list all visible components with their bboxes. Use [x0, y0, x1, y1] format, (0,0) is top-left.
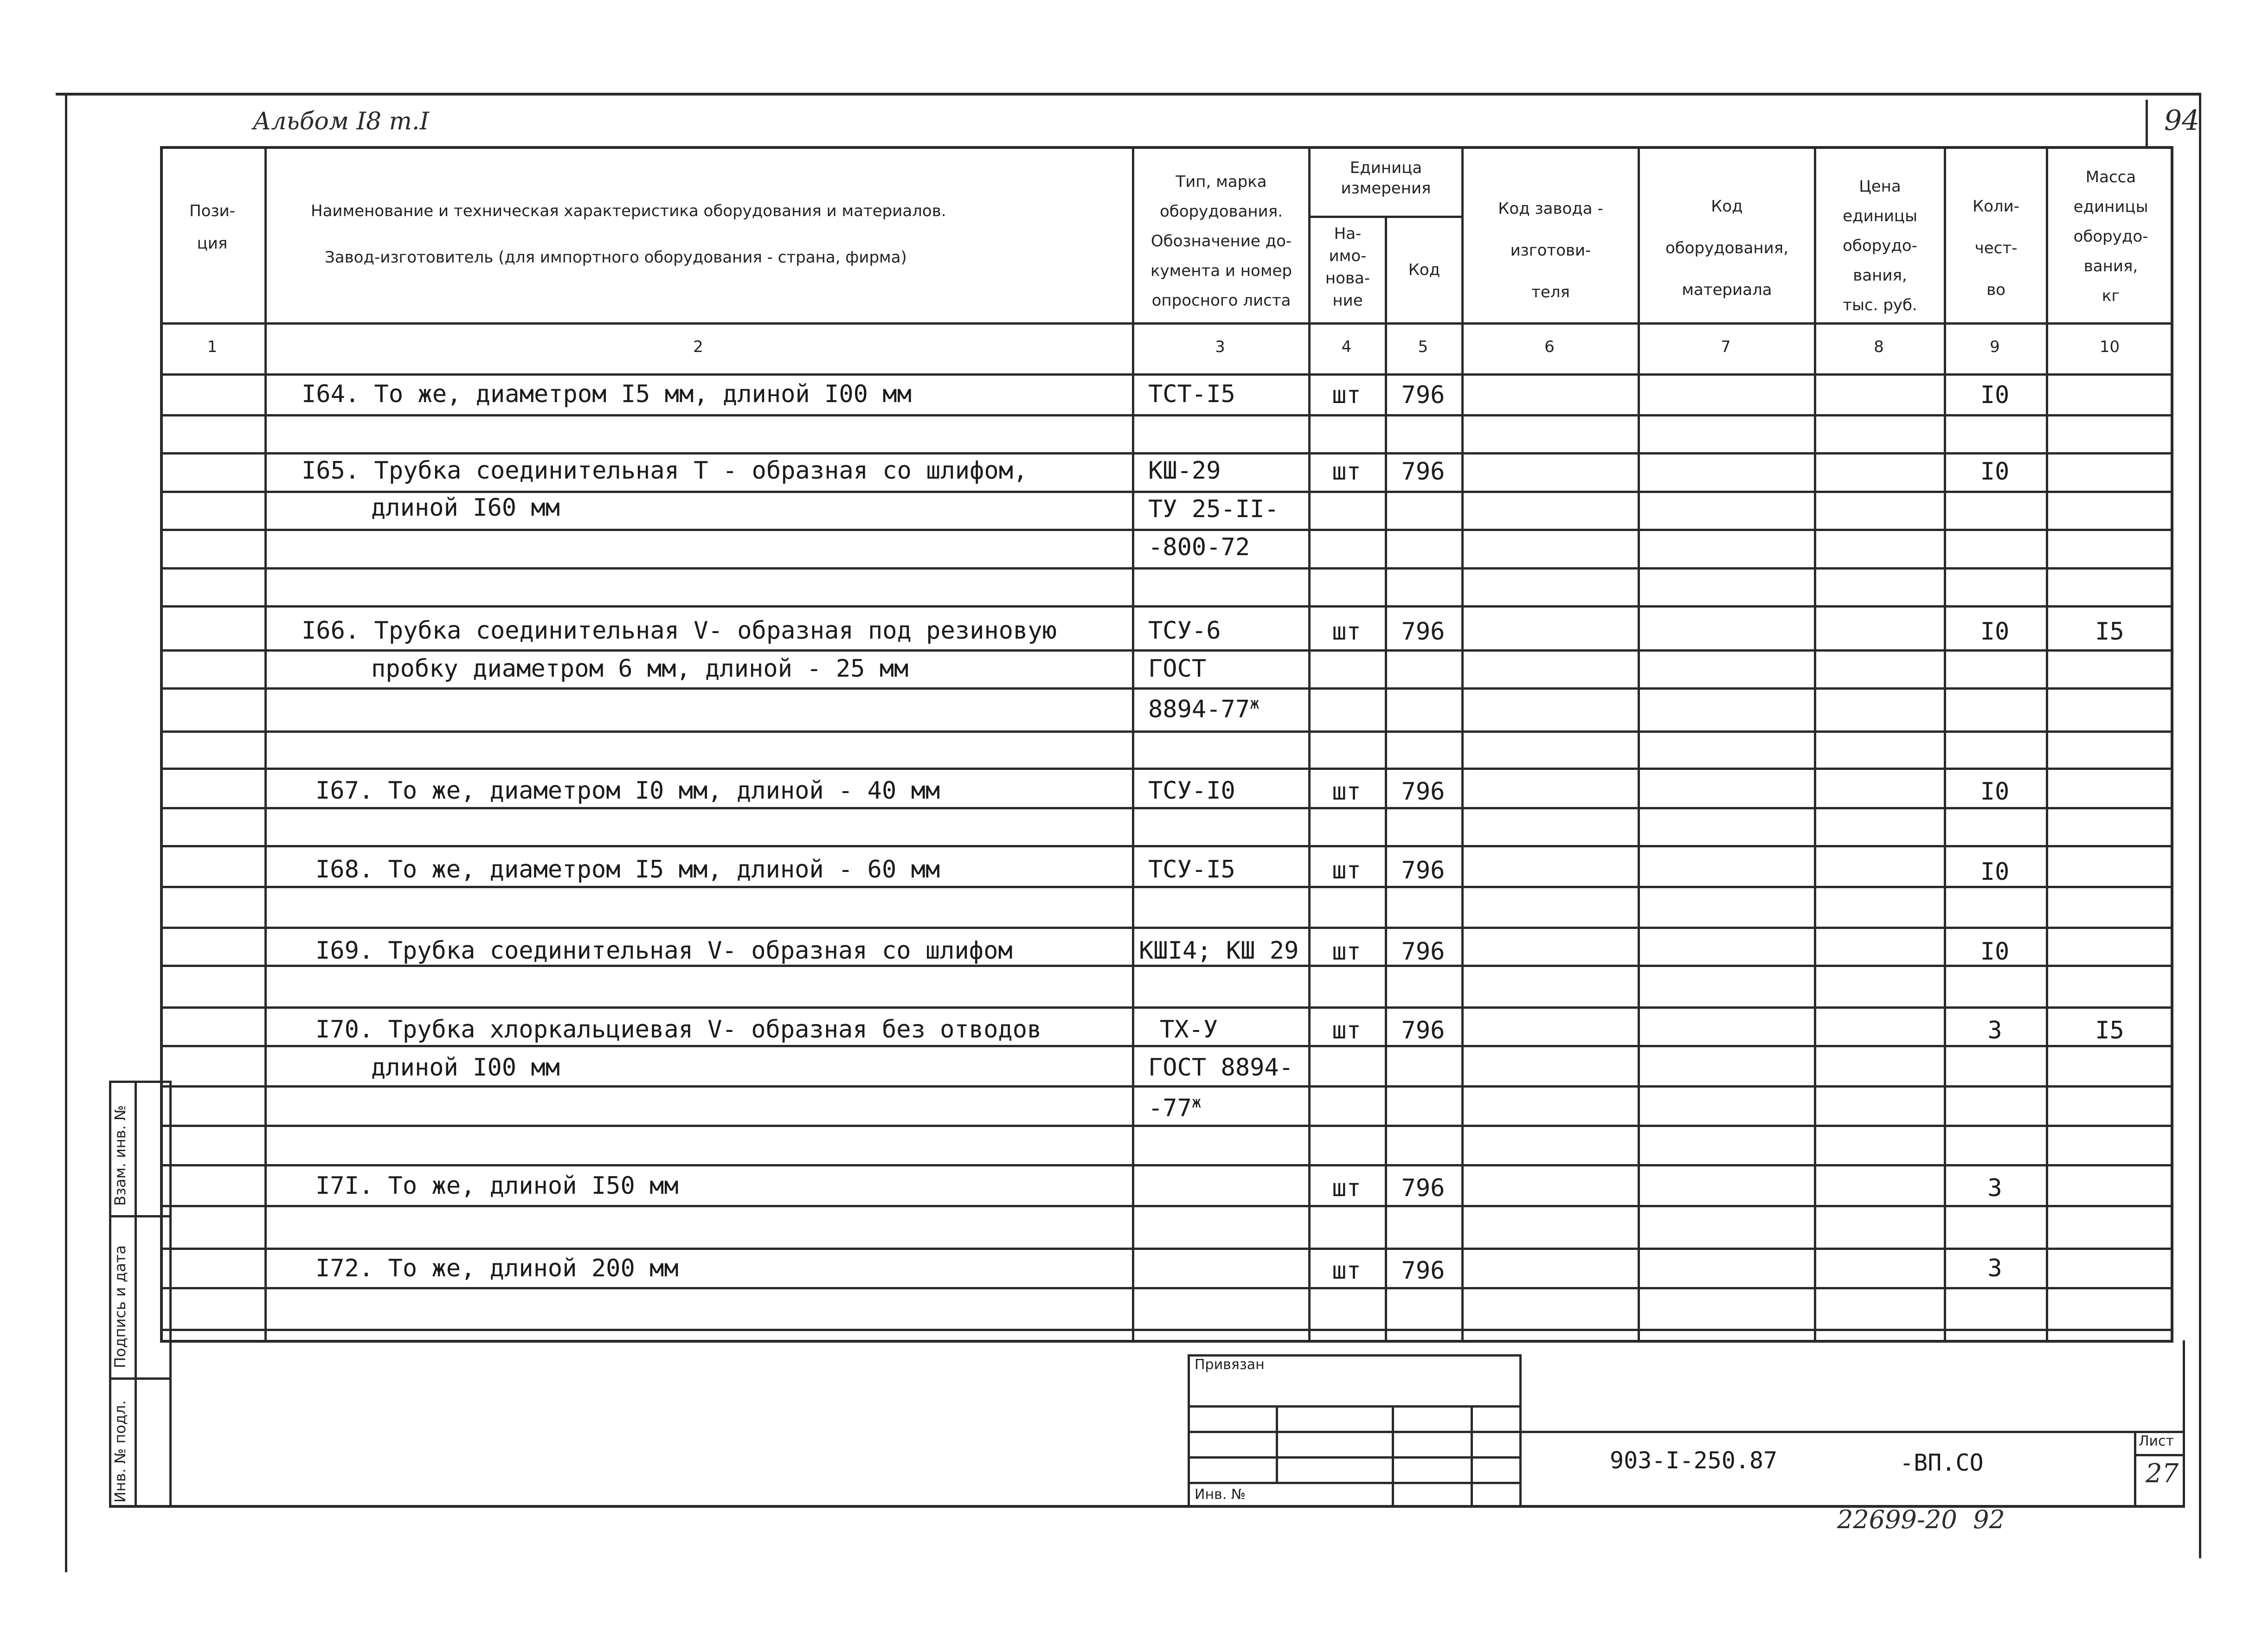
col8-header-line: вания,: [1853, 266, 1907, 285]
privyazan-label: Привязан: [1195, 1357, 1265, 1373]
col3-header-line: оборудования.: [1159, 202, 1283, 221]
item-quantity: 3: [1987, 1255, 2002, 1282]
item-quantity: I0: [1980, 458, 2010, 486]
col-number-7: 7: [1721, 338, 1731, 356]
col4-header-line: имо-: [1329, 247, 1367, 265]
item-quantity: I0: [1980, 618, 2010, 646]
unit-group-header-line: измерения: [1341, 179, 1431, 198]
title-block-top: [1522, 1431, 2183, 1433]
col10-header-line: единицы: [2073, 198, 2148, 216]
col-line-8: [1944, 146, 1946, 1343]
row-line: [160, 730, 2173, 733]
col10-header-line: оборудо-: [2073, 227, 2148, 246]
side-stamp-divider: [135, 1081, 137, 1507]
item-name: I66. Трубка соединительная V- образная под резиновую: [302, 617, 1057, 645]
col4-header-line: нова-: [1325, 269, 1370, 288]
doc-code: 903-I-250.87: [1610, 1447, 1778, 1474]
unit-group-header: [1311, 158, 1461, 198]
item-unit: шт: [1332, 458, 1361, 486]
col3-header-line: опросного листа: [1151, 291, 1291, 310]
row-line: [160, 1085, 2173, 1088]
item-type-cont: [1148, 1093, 1201, 1122]
col6-header-line: теля: [1531, 283, 1570, 301]
numbers-bottom-line: [160, 373, 2173, 376]
col-number-10: 10: [2099, 338, 2120, 356]
item-type: ТСУ-I0: [1148, 777, 1235, 805]
item-name: I67. То же, диаметром I0 мм, длиной - 40 мм: [315, 777, 940, 805]
col6-header-line: изготови-: [1510, 241, 1591, 260]
col-number-5: 5: [1418, 338, 1428, 356]
col-number-2: 2: [693, 338, 703, 356]
row-line: [160, 1006, 2173, 1009]
side-stamp-line: [109, 1215, 172, 1217]
col9-header-line: во: [1986, 281, 2005, 299]
item-name: I72. То же, длиной 200 мм: [315, 1255, 679, 1282]
col-line-5: [1461, 146, 1464, 1343]
col3-header: [1134, 167, 1308, 315]
col4-header-line: ние: [1332, 291, 1363, 310]
item-unit-code: 796: [1401, 1017, 1445, 1044]
col-number-1: 1: [207, 338, 218, 356]
item-type-cont-text: -77: [1148, 1094, 1192, 1122]
privyazan-divider: [1471, 1405, 1473, 1505]
item-unit: шт: [1332, 1257, 1361, 1285]
col4-header: [1311, 223, 1385, 312]
col8-header-line: единицы: [1843, 207, 1917, 225]
item-type: ТХ-У: [1160, 1016, 1218, 1044]
row-line: [160, 605, 2173, 608]
col8-header: [1816, 172, 1944, 320]
item-unit-code: 796: [1401, 458, 1445, 486]
row-line: [160, 1205, 2173, 1207]
item-unit: шт: [1332, 1174, 1361, 1202]
col-line-3: [1308, 146, 1311, 1343]
item-type: ТСУ-6: [1148, 617, 1221, 645]
item-unit-code: 796: [1401, 618, 1445, 646]
corner-divider: [2146, 100, 2148, 146]
inv-no-label: Инв. №: [1195, 1486, 1246, 1503]
col4-header-line: На-: [1334, 224, 1362, 243]
side-stamp-line: [109, 1377, 172, 1380]
item-type-sup: ж: [1250, 694, 1260, 713]
item-name: I65. Трубка соединительная Т - образная со шлифом,: [302, 457, 1028, 485]
unit-group-header-line: Единица: [1350, 159, 1422, 177]
col7-header: [1640, 186, 1814, 311]
col-line-6: [1638, 146, 1640, 1343]
row-line: [160, 1045, 2173, 1047]
archive-code: 22699-20 92: [1837, 1505, 2005, 1534]
col3-header-line: кумента и номер: [1150, 262, 1292, 280]
item-name: I64. То же, диаметром I5 мм, длиной I00 мм: [302, 380, 912, 408]
col2-header-line: Наименование и техническая характеристика оборудования и материалов.: [311, 202, 946, 220]
col10-header-line: кг: [2102, 287, 2120, 305]
row-line: [160, 567, 2173, 570]
list-divider: [2134, 1431, 2136, 1507]
item-unit-code: 796: [1401, 1257, 1445, 1285]
item-mass: I5: [2095, 618, 2124, 646]
item-mass: I5: [2095, 1017, 2124, 1044]
page-top-border: [56, 93, 2199, 96]
row-line: [160, 529, 2173, 531]
col1-header-line: Пози-: [189, 202, 235, 220]
side-label-vzam: Взам. инв. №: [111, 1105, 129, 1206]
col10-header-line: Масса: [2085, 168, 2136, 186]
header-bottom-line: [160, 322, 2173, 325]
col2-header-line: Завод-изготовитель (для импортного оборудования - страна, фирма): [325, 248, 907, 267]
privyazan-divider: [1392, 1405, 1394, 1505]
col7-header-line: материала: [1682, 281, 1772, 299]
list-label: Лист: [2139, 1433, 2174, 1449]
col-number-6: 6: [1544, 338, 1555, 356]
col5-header-line: Код: [1408, 261, 1440, 279]
row-line: [160, 649, 2173, 652]
row-line: [160, 1125, 2173, 1127]
row-line: [160, 768, 2173, 770]
item-type: ТСУ-I5: [1148, 856, 1235, 884]
item-name-cont: длиной I60 мм: [371, 494, 560, 522]
row-line: [160, 886, 2173, 888]
item-quantity: 3: [1987, 1017, 2002, 1044]
item-unit-code: 796: [1401, 938, 1445, 966]
side-label-podpis: Подпись и дата: [111, 1245, 129, 1368]
item-type: ТСТ-I5: [1148, 380, 1235, 408]
row-line: [160, 1329, 2173, 1331]
privyazan-divider: [1276, 1405, 1278, 1482]
side-label-inv-podl: Инв. № подл.: [111, 1400, 129, 1503]
doc-suffix: -ВП.СО: [1900, 1449, 1984, 1476]
row-line: [160, 845, 2173, 847]
row-line: [160, 807, 2173, 809]
row-line: [160, 1287, 2173, 1289]
item-name: I68. То же, диаметром I5 мм, длиной - 60 мм: [315, 856, 940, 884]
row-line: [160, 965, 2173, 967]
item-type-cont: ТУ 25-II-: [1148, 495, 1279, 523]
col6-header-line: Код завода -: [1498, 199, 1603, 218]
spec-table: [160, 146, 2173, 1343]
item-name-cont: пробку диаметром 6 мм, длиной - 25 мм: [371, 655, 909, 683]
item-quantity: I0: [1980, 778, 2010, 806]
item-unit: шт: [1332, 1017, 1361, 1044]
item-unit-code: 796: [1401, 1174, 1445, 1202]
item-unit: шт: [1332, 381, 1361, 409]
item-name: I70. Трубка хлоркальциевая V- образная без отводов: [315, 1016, 1042, 1044]
col10-header-line: вания,: [2083, 257, 2138, 275]
item-name-cont: длиной I00 мм: [371, 1054, 560, 1082]
col-number-9: 9: [1990, 338, 2000, 356]
col-line-2: [1132, 146, 1134, 1343]
item-type-cont: ГОСТ 8894-: [1148, 1054, 1294, 1082]
col8-header-line: Цена: [1859, 177, 1901, 196]
col10-header: [2048, 162, 2173, 311]
col2-header: [278, 188, 1104, 281]
item-unit-code: 796: [1401, 381, 1445, 409]
item-type: КШ-29: [1148, 457, 1221, 485]
item-unit: шт: [1332, 618, 1361, 646]
row-line: [160, 491, 2173, 493]
item-type-sup: ж: [1191, 1093, 1202, 1112]
item-type-cont-text: 8894-77: [1148, 695, 1250, 724]
item-name: I69. Трубка соединительная V- образная со шлифом: [315, 937, 1013, 965]
item-type: КШI4; КШ 29: [1139, 937, 1299, 965]
col6-header: [1464, 188, 1638, 313]
item-unit: шт: [1332, 778, 1361, 806]
row-line: [160, 452, 2173, 455]
col9-header-line: Коли-: [1972, 197, 2020, 216]
item-quantity: I0: [1980, 938, 2010, 966]
list-line: [2134, 1454, 2183, 1456]
list-number: 27: [2146, 1459, 2179, 1489]
row-line: [160, 1164, 2173, 1166]
col9-header: [1946, 186, 2046, 311]
col7-header-line: Код: [1711, 197, 1743, 216]
col9-header-line: чест-: [1974, 239, 2018, 257]
album-label: Альбом I8 т.I: [253, 108, 430, 135]
row-line: [160, 414, 2173, 416]
col8-header-line: тыс. руб.: [1843, 296, 1917, 314]
item-type-cont: -800-72: [1148, 533, 1250, 561]
item-unit-code: 796: [1401, 857, 1445, 884]
item-quantity: I0: [1980, 381, 2010, 409]
page-left-border: [65, 93, 67, 1572]
col3-header-line: Тип, марка: [1176, 173, 1267, 191]
item-unit-code: 796: [1401, 778, 1445, 806]
page-corner-number: 94: [2164, 104, 2200, 137]
item-unit: шт: [1332, 938, 1361, 966]
bottom-frame-right: [2183, 1340, 2185, 1507]
row-line: [160, 1248, 2173, 1250]
col1-header-line: ция: [197, 234, 228, 253]
item-type-cont: [1148, 694, 1260, 723]
col3-header-line: Обозначение до-: [1150, 232, 1292, 250]
col-line-7: [1814, 146, 1816, 1343]
col1-header: [160, 195, 264, 260]
col-line-9: [2046, 146, 2048, 1343]
col-line-1: [264, 146, 267, 1343]
col-number-4: 4: [1341, 338, 1352, 356]
item-quantity: 3: [1987, 1174, 2002, 1202]
item-type-cont: ГОСТ: [1148, 655, 1207, 683]
col-number-8: 8: [1874, 338, 1884, 356]
col8-header-line: оборудо-: [1843, 237, 1917, 255]
item-quantity: I0: [1980, 858, 2010, 886]
page-right-border: [2199, 93, 2201, 1558]
item-unit: шт: [1332, 857, 1361, 884]
row-line: [160, 687, 2173, 690]
col-number-3: 3: [1215, 338, 1225, 356]
row-line: [160, 927, 2173, 929]
col5-header: [1387, 255, 1461, 285]
col7-header-line: оборудования,: [1665, 239, 1789, 257]
item-name: I7I. То же, длиной I50 мм: [315, 1172, 679, 1200]
